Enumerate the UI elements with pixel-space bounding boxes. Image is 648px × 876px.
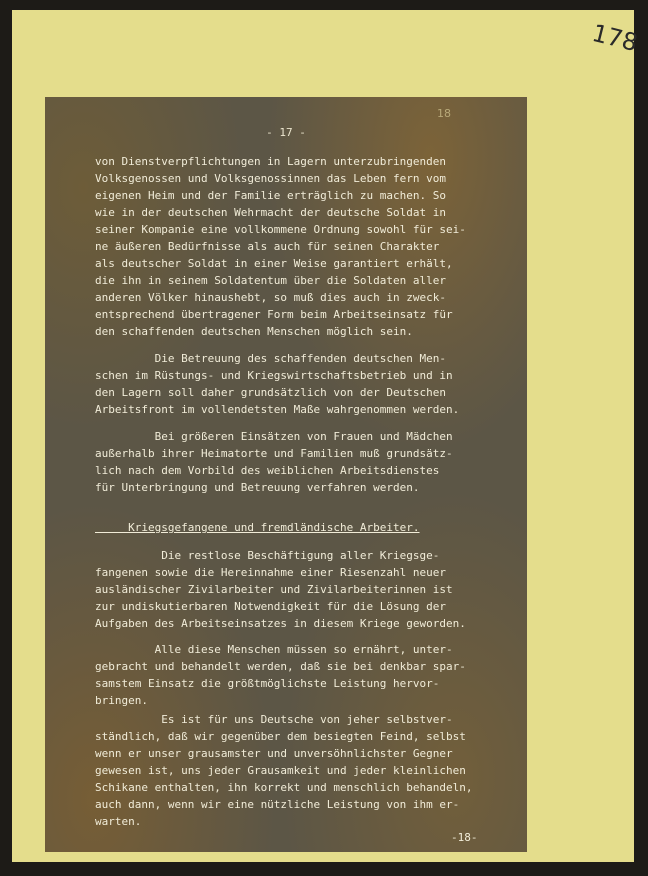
text-line: zur undiskutierbaren Notwendigkeit für die Lösung der (95, 600, 446, 613)
text-line: Arbeitsfront im vollendetsten Maße wahrgenommen werden. (95, 403, 460, 416)
text-line: Bei größeren Einsätzen von Frauen und Mädchen (95, 430, 453, 443)
text-line: Schikane enthalten, ihn korrekt und menschlich behandeln, (95, 781, 473, 794)
text-line: den Lagern soll daher grundsätzlich von der Deutschen (95, 386, 446, 399)
text-line: eigenen Heim und der Familie erträglich zu machen. So (95, 189, 446, 202)
text-line: Es ist für uns Deutsche von jeher selbstver- (95, 713, 453, 726)
text-line: Alle diese Menschen müssen so ernährt, unter- (95, 643, 453, 656)
text-line: fangenen sowie die Hereinnahme einer Riesenzahl neuer (95, 566, 446, 579)
text-line: außerhalb ihrer Heimatorte und Familien muß grundsätz- (95, 447, 453, 460)
text-line: lich nach dem Vorbild des weiblichen Arbeitsdienstes (95, 464, 440, 477)
document-photocopy (45, 97, 527, 852)
text-line: bringen. (95, 694, 148, 707)
folio-number: 178 (589, 18, 641, 58)
text-line: die ihn in seinem Soldatentum über die Soldaten aller (95, 274, 446, 287)
text-line: Volksgenossen und Volksgenossinnen das Leben fern vom (95, 172, 446, 185)
text-line: wenn er unser grausamster und unversöhnlichster Gegner (95, 747, 453, 760)
text-line: schen im Rüstungs- und Kriegswirtschaftsbetrieb und in (95, 369, 453, 382)
text-line: Die restlose Beschäftigung aller Kriegsge- (95, 549, 440, 562)
text-line: für Unterbringung und Betreuung verfahren werden. (95, 481, 420, 494)
text-line: gebracht und behandelt werden, daß sie bei denkbar spar- (95, 660, 466, 673)
text-line: auch dann, wenn wir eine nützliche Leistung von ihm er- (95, 798, 460, 811)
text-line: samstem Einsatz die größtmöglichste Leistung hervor- (95, 677, 440, 690)
text-line: den schaffenden deutschen Menschen möglich sein. (95, 325, 413, 338)
text-line: Die Betreuung des schaffenden deutschen Men- (95, 352, 446, 365)
text-line: warten. (95, 815, 142, 828)
corner-mark: 18 (437, 107, 451, 120)
text-line: entsprechend übertragener Form beim Arbeitseinsatz für (95, 308, 453, 321)
next-page-number: -18- (451, 831, 478, 844)
text-line: ständlich, daß wir gegenüber dem besiegten Feind, selbst (95, 730, 466, 743)
text-line: wie in der deutschen Wehrmacht der deutsche Soldat in (95, 206, 446, 219)
text-line: als deutscher Soldat in einer Weise garantiert erhält, (95, 257, 453, 270)
section-heading: Kriegsgefangene und fremdländische Arbeiter. (95, 521, 420, 534)
text-line: gewesen ist, uns jeder Grausamkeit und jeder kleinlichen (95, 764, 466, 777)
page-number: - 17 - (266, 126, 306, 139)
text-line: von Dienstverpflichtungen in Lagern unterzubringenden (95, 155, 446, 168)
text-line: Aufgaben des Arbeitseinsatzes in diesem Kriege geworden. (95, 617, 466, 630)
text-line: ausländischer Zivilarbeiter und Zivilarbeiterinnen ist (95, 583, 453, 596)
text-line: anderen Völker hinaushebt, so muß dies auch in zweck- (95, 291, 446, 304)
text-line: ne äußeren Bedürfnisse als auch für seinen Charakter (95, 240, 440, 253)
archive-sheet (12, 10, 641, 862)
text-line: seiner Kompanie eine vollkommene Ordnung sowohl für sei- (95, 223, 466, 236)
